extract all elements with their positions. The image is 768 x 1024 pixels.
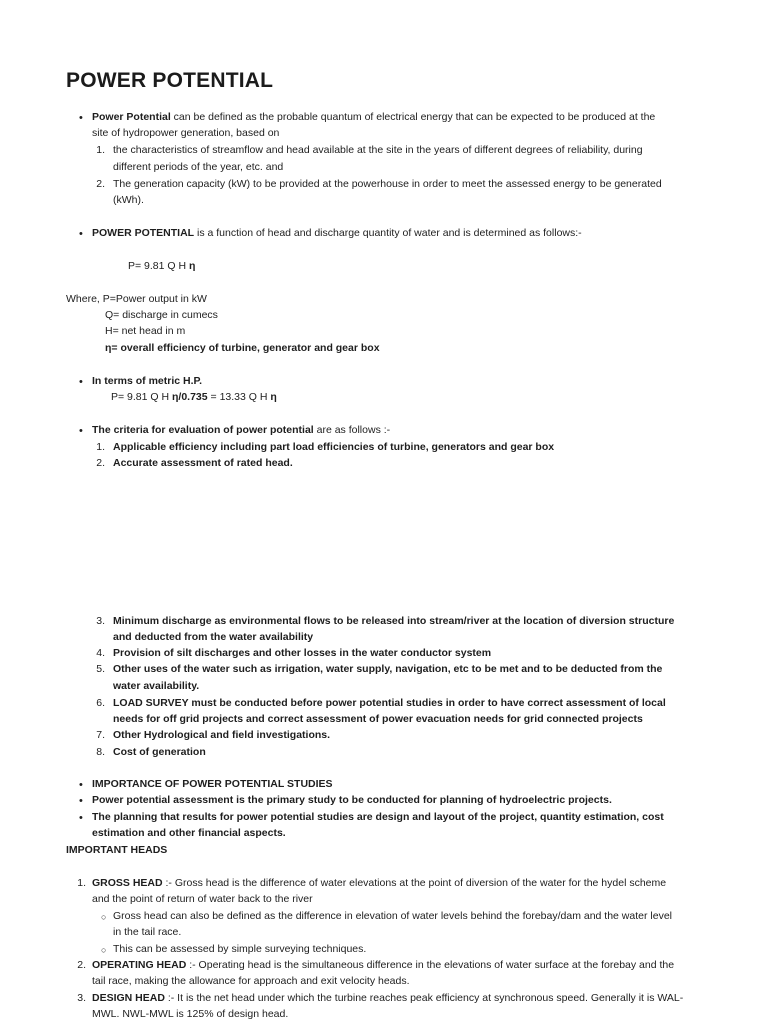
operating-head-item (92, 957, 674, 974)
gross-head-item (92, 875, 666, 892)
definition-text-cont: site of hydropower generation, based on (92, 127, 280, 139)
gross-head-text-cont: and the point of return of water back to the river (92, 893, 313, 905)
circle-bullet: ○ (101, 945, 107, 955)
where-line: Q= discharge in cumecs (105, 309, 218, 321)
list-number: 5. (96, 663, 105, 675)
formula-eta: η (270, 391, 277, 403)
list-number: 2. (77, 959, 86, 971)
metric-hp-heading: In terms of metric H.P. (92, 375, 203, 387)
design-head-text: :- It is the net head under which the turbine reaches peak efficiency at synchronous speed. Generally it is WAL- (164, 992, 684, 1004)
importance-heading: IMPORTANCE OF POWER POTENTIAL STUDIES (92, 778, 333, 790)
sub-item-text: This can be assessed by simple surveying techniques. (113, 943, 367, 955)
metric-hp-formula (111, 389, 277, 406)
where-line: H= net head in m (105, 325, 186, 337)
importance-point: Power potential assessment is the primary study to be conducted for planning of hydroelectric projects. (92, 794, 612, 806)
list-number: 7. (96, 729, 105, 741)
operating-head-term: OPERATING HEAD (92, 959, 187, 971)
bullet-marker: • (79, 779, 83, 791)
criteria-term: The criteria for evaluation of power potential (92, 424, 314, 436)
list-item-text: different periods of the year, etc. and (113, 161, 284, 173)
list-number: 1. (96, 144, 105, 156)
gross-head-term: GROSS HEAD (92, 877, 163, 889)
criteria-item: Provision of silt discharges and other losses in the water conductor system (113, 647, 492, 659)
operating-head-text-cont: tail race, making the allowance for approach and exit velocity heads. (92, 975, 410, 987)
definition-text: can be defined as the probable quantum of electrical energy that can be expected to be produced at the (170, 111, 656, 123)
importance-point: The planning that results for power potential studies are design and layout of the project, quantity estimation, cost (92, 811, 664, 823)
bullet-marker: • (79, 795, 83, 807)
formula-eta: η (189, 260, 196, 272)
list-item-text: (kWh). (113, 194, 144, 206)
list-number: 2. (96, 178, 105, 190)
term-power-potential: Power Potential (92, 111, 171, 123)
formula-text: = 13.33 Q H (207, 391, 271, 403)
formula-text: P= 9.81 Q H (128, 260, 189, 272)
criteria-paragraph (92, 422, 390, 439)
list-item-text: The generation capacity (kW) to be provided at the powerhouse in order to meet the assessed energy to be generated (113, 178, 662, 190)
efficiency-text: = overall efficiency of turbine, generator and gear box (111, 342, 380, 354)
criteria-item: Accurate assessment of rated head. (113, 457, 293, 469)
function-text: is a function of head and discharge quantity of water and is determined as follows:- (194, 227, 582, 239)
circle-bullet: ○ (101, 912, 107, 922)
list-number: 2. (96, 457, 105, 469)
design-head-term: DESIGN HEAD (92, 992, 165, 1004)
criteria-item: water availability. (113, 680, 200, 692)
criteria-item: needs for off grid projects and correct assessment of power evacuation needs for grid connected projects (113, 713, 643, 725)
list-number: 8. (96, 746, 105, 758)
bullet-marker: • (79, 112, 83, 124)
importance-point: estimation and other financial aspects. (92, 827, 286, 839)
list-number: 6. (96, 697, 105, 709)
important-heads-heading: IMPORTANT HEADS (66, 844, 168, 856)
sub-item-text: Gross head can also be defined as the difference in elevation of water levels behind the forebay/dam and the water level (113, 910, 672, 922)
criteria-item: Other uses of the water such as irrigation, water supply, navigation, etc to be met and to be deducted from the (113, 663, 663, 675)
design-head-item (92, 990, 683, 1007)
operating-head-text: :- Operating head is the simultaneous difference in the elevations of water surface at the forebay and the (186, 959, 675, 971)
list-number: 1. (77, 877, 86, 889)
list-item-text: the characteristics of streamflow and head available at the site in the years of different degrees of reliability, during (113, 144, 643, 156)
where-line: Where, P=Power output in kW (66, 293, 207, 305)
criteria-item: Cost of generation (113, 746, 206, 758)
list-number: 3. (77, 992, 86, 1004)
criteria-item: and deducted from the water availability (113, 631, 314, 643)
list-number: 4. (96, 647, 105, 659)
list-number: 1. (96, 441, 105, 453)
bullet-marker: • (79, 228, 83, 240)
function-paragraph (92, 225, 582, 242)
term-power-potential-caps: POWER POTENTIAL (92, 227, 195, 239)
bullet-marker: • (79, 812, 83, 824)
design-head-text-cont: MWL. NWL-MWL is 125% of design head. (92, 1008, 289, 1020)
criteria-item: Minimum discharge as environmental flows to be released into stream/river at the location of diversion structure (113, 615, 675, 627)
definition-paragraph (92, 109, 655, 126)
criteria-item: Applicable efficiency including part load efficiencies of turbine, generators and gear box (113, 441, 555, 453)
where-line-efficiency (105, 340, 380, 357)
bullet-marker: • (79, 376, 83, 388)
sub-item-text: in the tail race. (113, 926, 182, 938)
criteria-item: Other Hydrological and field investigations. (113, 729, 331, 741)
criteria-item: LOAD SURVEY must be conducted before power potential studies in order to have correct assessment of local (113, 697, 666, 709)
criteria-text: are as follows :- (313, 424, 391, 436)
gross-head-text: :- Gross head is the difference of water elevations at the point of diversion of the water for the hydel scheme (162, 877, 667, 889)
formula-eta-ratio: η/0.735 (172, 391, 208, 403)
formula-text: P= 9.81 Q H (111, 391, 172, 403)
power-formula (128, 258, 195, 275)
eta-symbol: η (105, 342, 112, 354)
bullet-marker: • (79, 425, 83, 437)
page-title: POWER POTENTIAL (66, 69, 274, 92)
list-number: 3. (96, 615, 105, 627)
